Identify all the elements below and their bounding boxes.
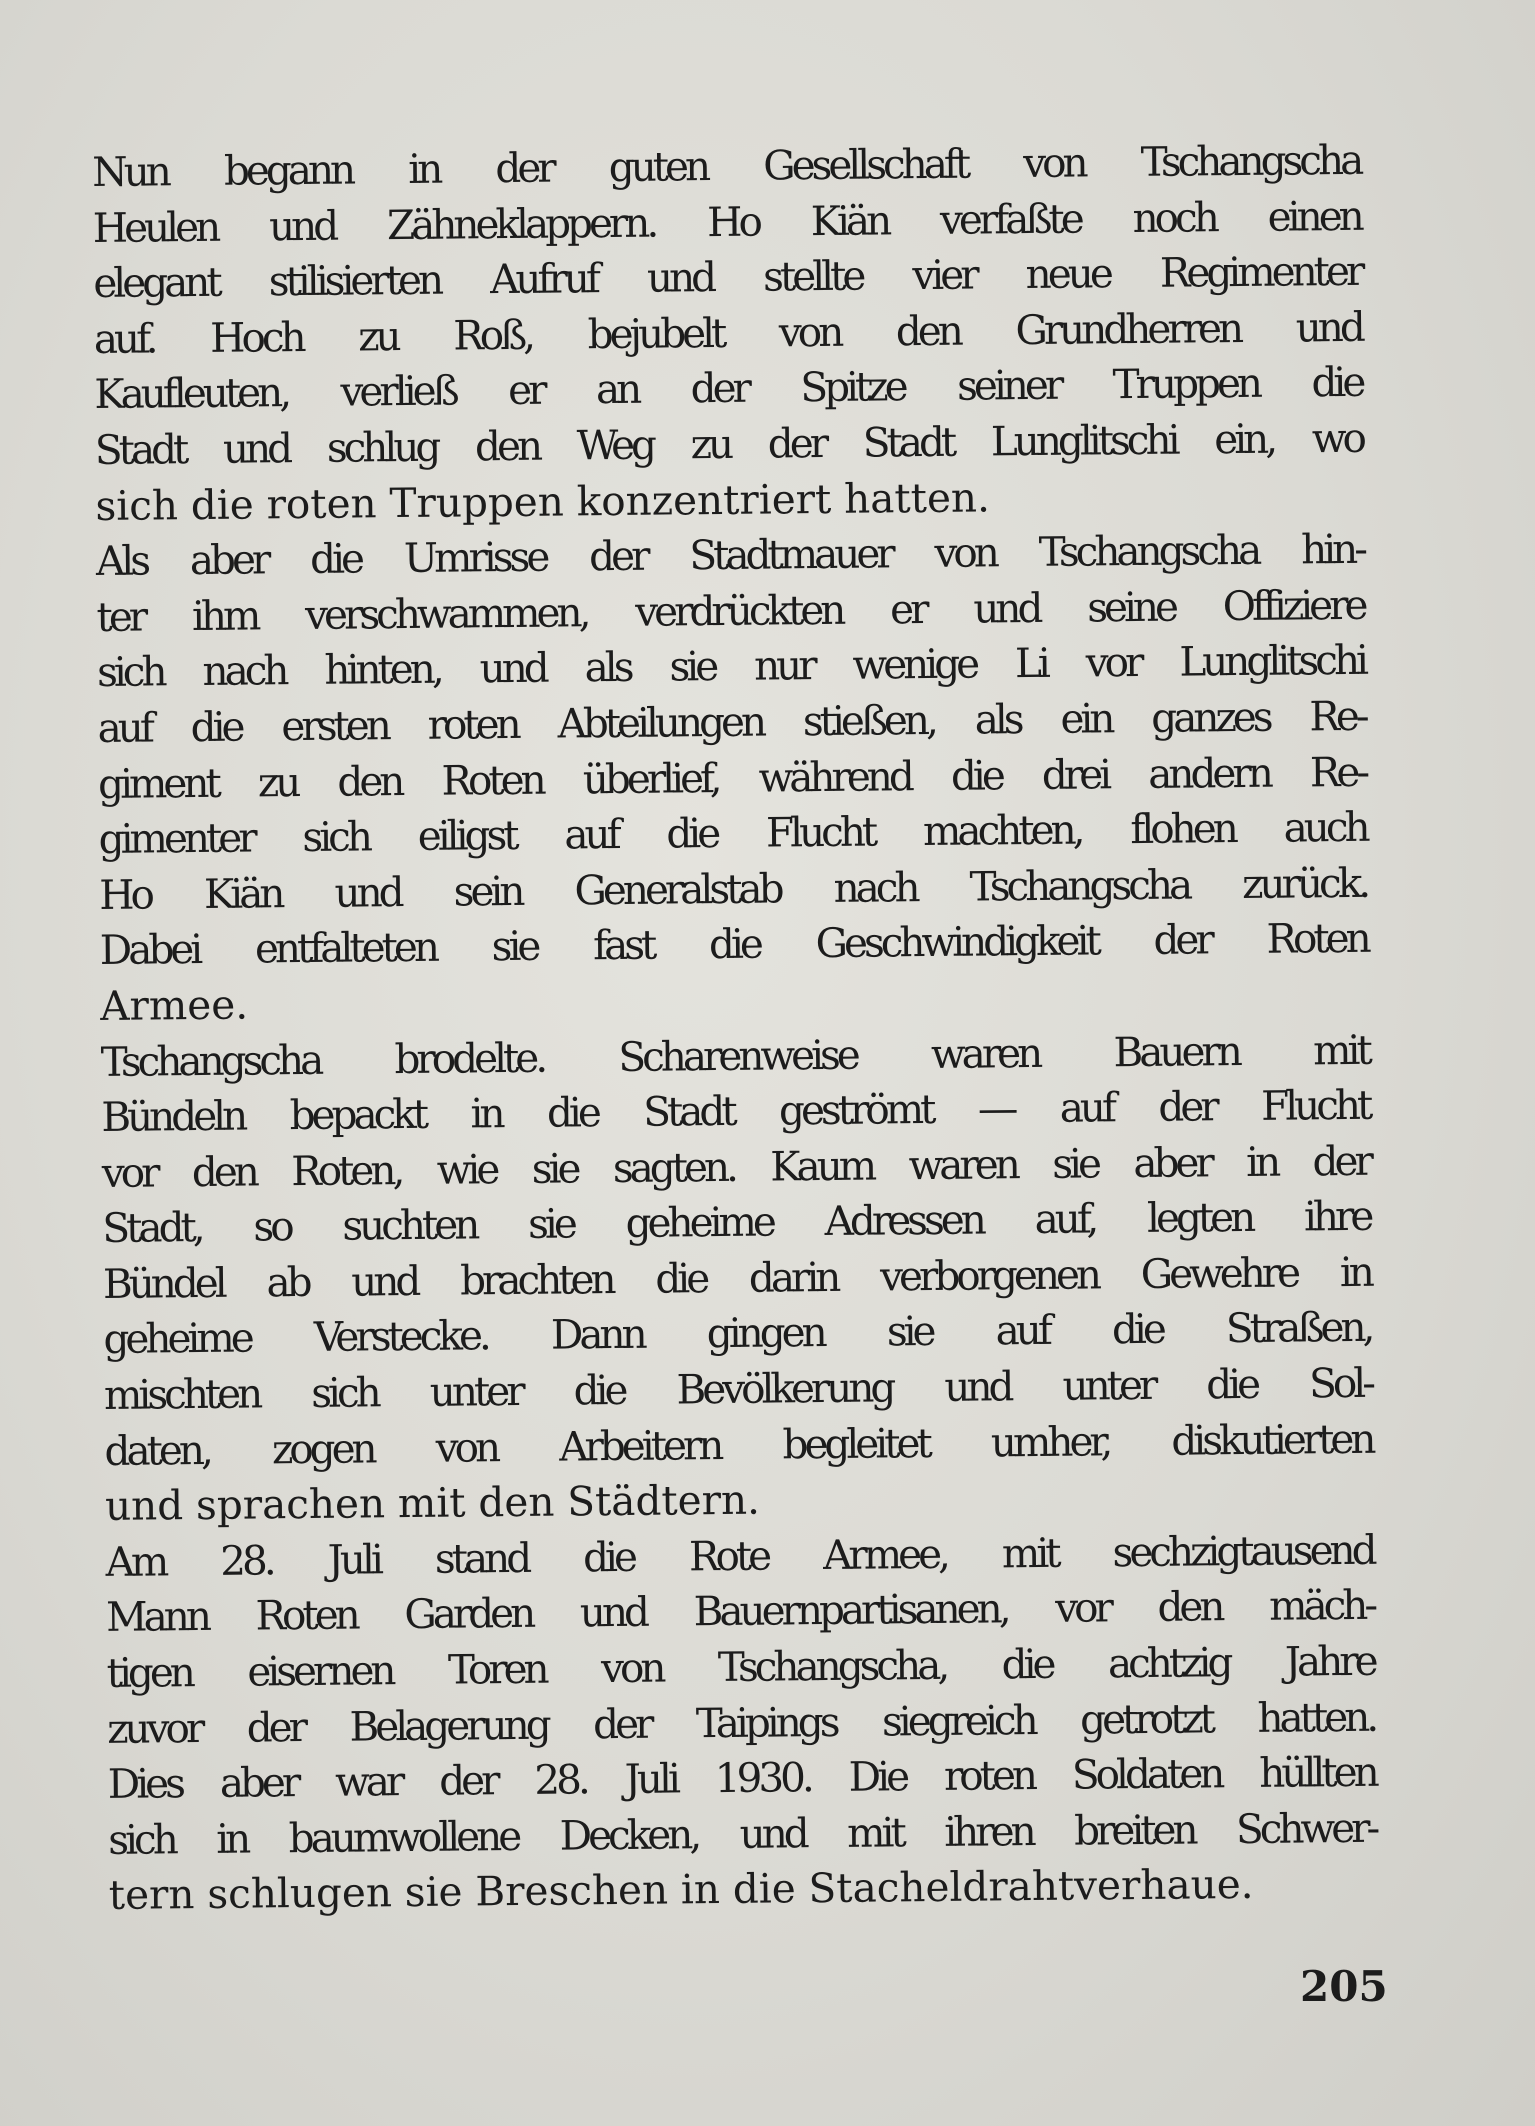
text-line: Tschangscha brodelte. Scharenweise waren Bauern mit — [100, 1025, 1369, 1086]
text-line: sich nach hinten, und als sie nur wenige Li vor Lunglitschi — [96, 636, 1366, 697]
text-line: auf die ersten roten Abteilungen stießen, als ein ganzes Re- — [97, 691, 1366, 752]
text-line: Nun begann in der guten Gesellschaft von Tschangscha — [92, 135, 1361, 196]
text-line: Bündel ab und brachten die darin verborgenen Gewehre in — [102, 1247, 1372, 1308]
page-number: 205 — [1300, 1962, 1388, 2011]
text-line: Dies aber war der 28. Juli 1930. Die roten Soldaten hüllten — [107, 1747, 1376, 1809]
text-line: gimenter sich eiligst auf die Flucht machten, flohen auch — [98, 802, 1367, 864]
text-line: Am 28. Juli stand die Rote Armee, mit sechzigtausend — [105, 1525, 1374, 1586]
text-line: Stadt, so suchten sie geheime Adressen auf, legten ihre — [102, 1192, 1371, 1253]
text-line: elegant stilisierten Aufruf und stellte vier neue Regimenter — [93, 247, 1362, 308]
text-line: giment zu den Roten überlief, während die drei andern Re- — [97, 747, 1367, 808]
text-line: Bündeln bepackt in die Stadt geströmt — auf der Flucht — [101, 1080, 1370, 1142]
text-line: tigen eisernen Toren von Tschangscha, die achtzig Jahre — [106, 1636, 1375, 1697]
text-line: sich in baumwollene Decken, und mit ihren breiten Schwer- — [108, 1803, 1377, 1864]
text-line: Mann Roten Garden und Bauernpartisanen, vor den mäch- — [105, 1581, 1375, 1642]
text-line: vor den Roten, wie sie sagten. Kaum waren sie aber in der — [101, 1136, 1371, 1197]
text-line: Armee. — [100, 980, 249, 1030]
text-line: auf. Hoch zu Roß, bejubelt von den Grundherren und — [93, 302, 1363, 363]
text-line: daten, zogen von Arbeitern begleitet umher, diskutierten — [104, 1414, 1373, 1475]
text-line: Dabei entfalteten sie fast die Geschwindigkeit der Roten — [99, 914, 1368, 975]
text-line: Stadt und schlug den Weg zu der Stadt Lunglitschi ein, wo — [94, 413, 1364, 474]
text-line: Kaufleuten, verließ er an der Spitze seiner Truppen die — [94, 358, 1363, 419]
text-line: mischten sich unter die Bevölkerung und unter die Sol- — [103, 1358, 1373, 1420]
text-line: Als aber die Umrisse der Stadtmauer von Tschangscha hin- — [95, 524, 1365, 586]
text-line: Ho Kiän und sein Generalstab nach Tschangscha zurück. — [98, 858, 1368, 919]
text-line: sich die roten Truppen konzentriert hatten. — [95, 472, 991, 530]
text-line: geheime Verstecke. Dann gingen sie auf die Straßen, — [103, 1303, 1372, 1364]
body-text — [92, 133, 1377, 1924]
text-line: zuvor der Belagerung der Taipings siegreich getrotzt hatten. — [106, 1692, 1376, 1753]
text-line: tern schlugen sie Breschen in die Stacheldrahtverhaue. — [108, 1860, 1254, 1920]
text-line: und sprachen mit den Städtern. — [104, 1475, 761, 1531]
text-line: Heulen und Zähneklappern. Ho Kiän verfaßte noch einen — [92, 191, 1361, 252]
text-line: ter ihm verschwammen, verdrückten er und seine Offiziere — [96, 580, 1365, 641]
